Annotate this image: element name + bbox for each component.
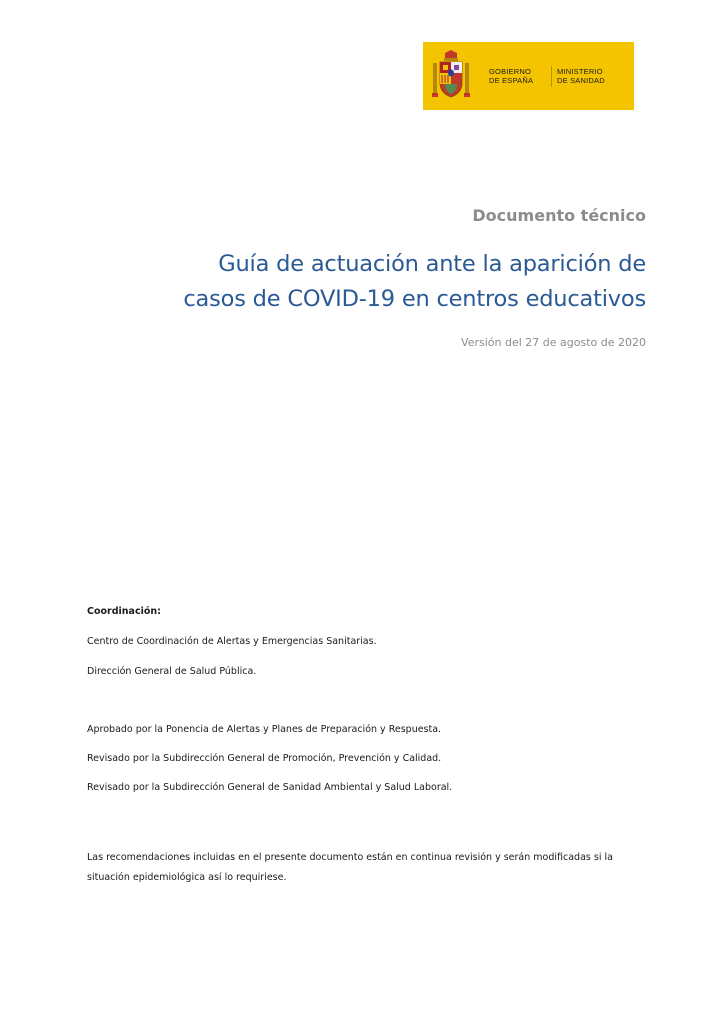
revision-statement: Revisado por la Subdirección General de Promoción, Prevención y Calidad. <box>87 753 442 764</box>
ministry-label-line2: DE SANIDAD <box>557 76 605 85</box>
coordination-label: Coordinación: <box>87 606 161 617</box>
document-title-line1: Guía de actuación ante la aparición de <box>218 251 646 277</box>
ministry-label-line1: MINISTERIO <box>557 67 603 76</box>
recommendations-note: Las recomendaciones incluidas en el presente documento están en continua revisión y serán modificadas si la situación epidemiológica así lo requiriese. <box>87 852 613 883</box>
government-label-line2: DE ESPAÑA <box>489 76 534 85</box>
document-title-line2: casos de COVID-19 en centros educativos <box>183 286 646 312</box>
coordination-item: Centro de Coordinación de Alertas y Emergencias Sanitarias. <box>87 636 377 647</box>
document-version: Versión del 27 de agosto de 2020 <box>461 336 646 349</box>
document-type: Documento técnico <box>472 206 646 225</box>
logo-divider <box>551 66 552 87</box>
government-label-line1: GOBIERNO <box>489 67 532 76</box>
coordination-item: Dirección General de Salud Pública. <box>87 666 257 677</box>
government-logo-banner <box>423 42 634 110</box>
approval-statement: Aprobado por la Ponencia de Alertas y Planes de Preparación y Respuesta. <box>87 724 442 735</box>
revision-statement: Revisado por la Subdirección General de Sanidad Ambiental y Salud Laboral. <box>87 782 453 793</box>
coat-of-arms-icon <box>431 49 471 103</box>
